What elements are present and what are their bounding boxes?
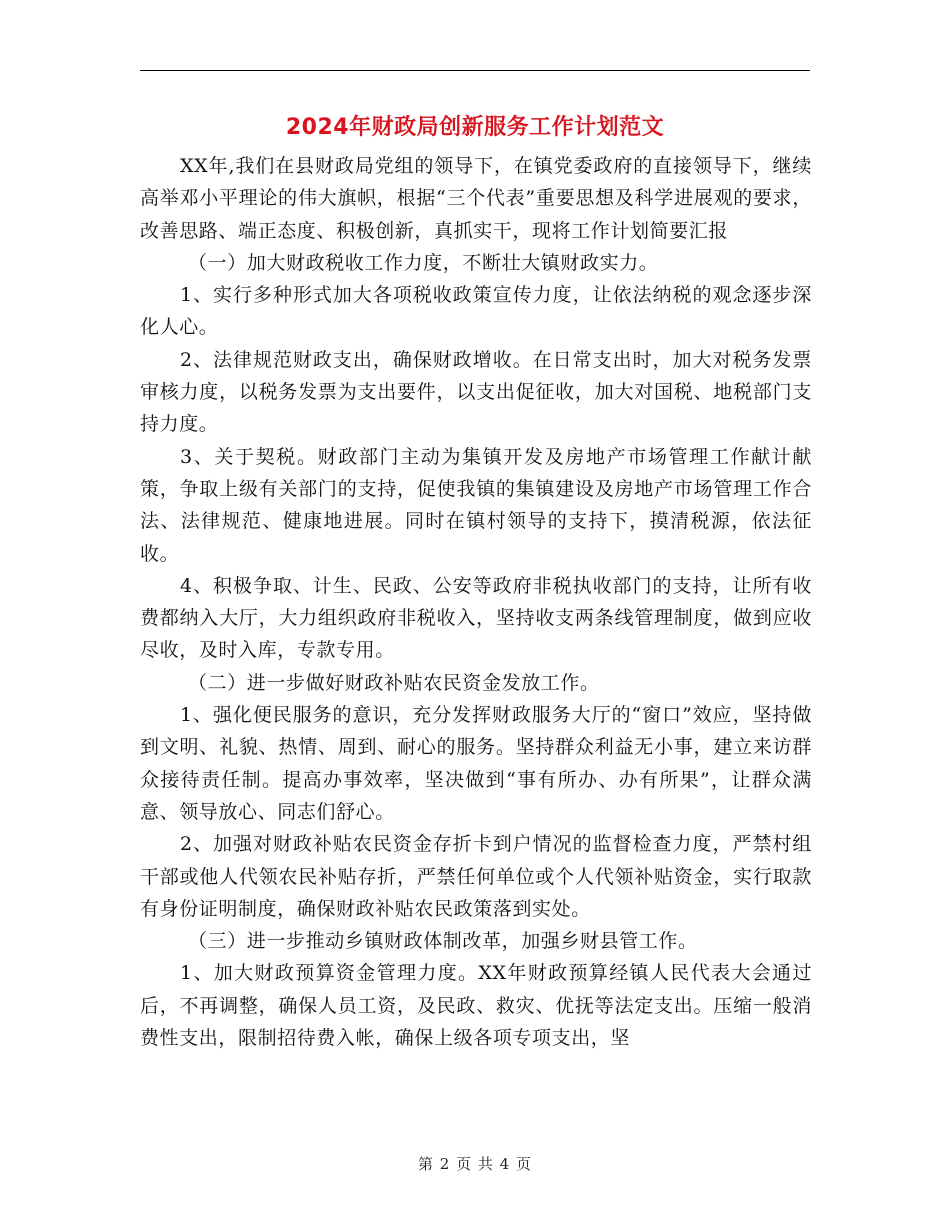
section-1-item-4: 4、积极争取、计生、民政、公安等政府非税执收部门的支持，让所有收费都纳入大厅，大力组织政府非税收入，坚持收支两条线管理制度，做到应收尽收，及时入库，专款专用。 [140, 574, 812, 662]
section-3-item-1: 1、加大财政预算资金管理力度。XX年财政预算经镇人民代表大会通过后，不再调整，确保人员工资，及民政、救灾、优抚等法定支出。压缩一般消费性支出，限制招待费入帐，确保上级各项专项支出，坚 [140, 962, 812, 1050]
section-heading-1: （一）加大财政税收工作力度，不断壮大镇财政实力。 [188, 251, 659, 274]
section-1-item-1: 1、实行多种形式加大各项税收政策宣传力度，让依法纳税的观念逐步深化人心。 [140, 284, 812, 339]
page-number-footer: 第 2 页 共 4 页 [418, 1155, 532, 1173]
section-heading-3: （三）进一步推动乡镇财政体制改革，加强乡财县管工作。 [188, 930, 698, 953]
section-2-item-2: 2、加强对财政补贴农民资金存折卡到户情况的监督检查力度，严禁村组干部或他人代领农民补贴存折，严禁任何单位或个人代领补贴资金，实行取款有身份证明制度，确保财政补贴农民政策落到实处。 [140, 833, 812, 920]
section-2-item-1: 1、强化便民服务的意识，充分发挥财政服务大厅的“窗口”效应，坚持做到文明、礼貌、热情、周到、耐心的服务。坚持群众利益无小事，建立来访群众接待责任制。提高办事效率，坚决做到“事有所办、办有所果”，让群众满意、领导放心、同志们舒心。 [140, 704, 812, 823]
document-body [140, 150, 812, 1054]
document-title: 2024年财政局创新服务工作计划范文 [285, 115, 665, 140]
section-heading-2: （二）进一步做好财政补贴农民资金发放工作。 [188, 671, 600, 694]
section-1-item-3: 3、关于契税。财政部门主动为集镇开发及房地产市场管理工作献计献策，争取上级有关部门的支持，促使我镇的集镇建设及房地产市场管理工作合法、法律规范、健康地进展。同时在镇村领导的支持下，摸清税源，依法征收。 [140, 445, 812, 565]
header-rule [140, 70, 810, 71]
section-1-item-2: 2、法律规范财政支出，确保财政增收。在日常支出时，加大对税务发票审核力度，以税务发票为支出要件，以支出促征收，加大对国税、地税部门支持力度。 [140, 348, 812, 436]
intro-paragraph: XX年,我们在县财政局党组的领导下，在镇党委政府的直接领导下，继续高举邓小平理论的伟大旗帜，根据“三个代表”重要思想及科学进展观的要求，改善思路、端正态度、积极创新，真抓实干，现将工作计划简要汇报 [140, 155, 812, 242]
